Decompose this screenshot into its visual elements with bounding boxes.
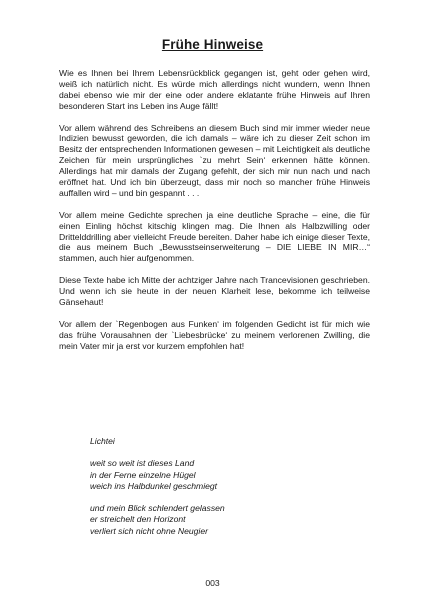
stanza-gap <box>90 492 330 503</box>
poem-line: weit so weit ist dieses Land <box>90 458 195 469</box>
body-text <box>59 68 370 362</box>
poem-line: und mein Blick schlendert gelassen <box>90 503 225 514</box>
poem-line: verliert sich nicht ohne Neugier <box>90 525 208 536</box>
paragraph-1: Wie es Ihnen bei Ihrem Lebensrückblick gegangen ist, geht oder gehen wird, weiß ich natürlich nicht. Es würde mich allerdings nicht wundern, wenn Ihnen dabei ebenso wie mir der eine oder andere eklatante frühe Hinweis auf Ihren besonderen Start ins Leben ins Auge fällt! <box>59 68 370 111</box>
paragraph-3: Vor allem meine Gedichte sprechen ja eine deutliche Sprache – eine, die für einen Einling höchst kitschig klingen mag. Die Ihnen als Halbzwilling oder Drittelddrilling aber vielleicht Freude bereiten. Daher habe ich einige dieser Texte, die aus meinem Buch „Bewusstseinserweiterung – DIE LIEBE IN MIR…“ stammen, auch hier aufgenommen. <box>59 209 370 264</box>
poem-title: Lichtei <box>90 436 115 446</box>
paragraph-2: Vor allem während des Schreibens an diesem Buch sind mir immer wieder neue Indizien bewusst geworden, die ich damals – wäre ich zu dieser Zeit schon im Besitz der entsprechenden Informationen gewesen – mit Leichtigkeit als deutliche Zeichen für mein ursprüngliches `zu mehrt Sein‘ erkennen hätte können. Allerdings hat mir damals der Zugang gefehlt, der sich mir nun nach und nach eröffnet hat. Und ich bin überzeugt, dass mir noch so mancher frühe Hinweis auffallen wird – und bin gespannt . . . <box>59 122 370 198</box>
stanza-gap <box>90 447 330 458</box>
page-title: Frühe Hinweise <box>161 37 264 52</box>
poem-line: in der Ferne einzelne Hügel <box>90 469 196 480</box>
poem-line: weich ins Halbdunkel geschmiegt <box>90 480 218 491</box>
paragraph-5: Vor allem der `Regenbogen aus Funken‘ im folgenden Gedicht ist für mich wie das frühe Vorausahnen der `Liebesbrücke‘ zu meinem verlorenen Zwilling, die mein Vater mir ja erst vor kurzem empfohlen hat! <box>59 318 370 351</box>
poem <box>90 436 330 537</box>
page-number: 003 <box>205 578 220 588</box>
paragraph-4: Diese Texte habe ich Mitte der achtziger Jahre nach Trancevisionen geschrieben. Und wenn ich sie heute in der neuen Klarheit lese, bekomme ich teilweise Gänsehaut! <box>59 275 370 307</box>
poem-line: er streichelt den Horizont <box>90 514 186 525</box>
